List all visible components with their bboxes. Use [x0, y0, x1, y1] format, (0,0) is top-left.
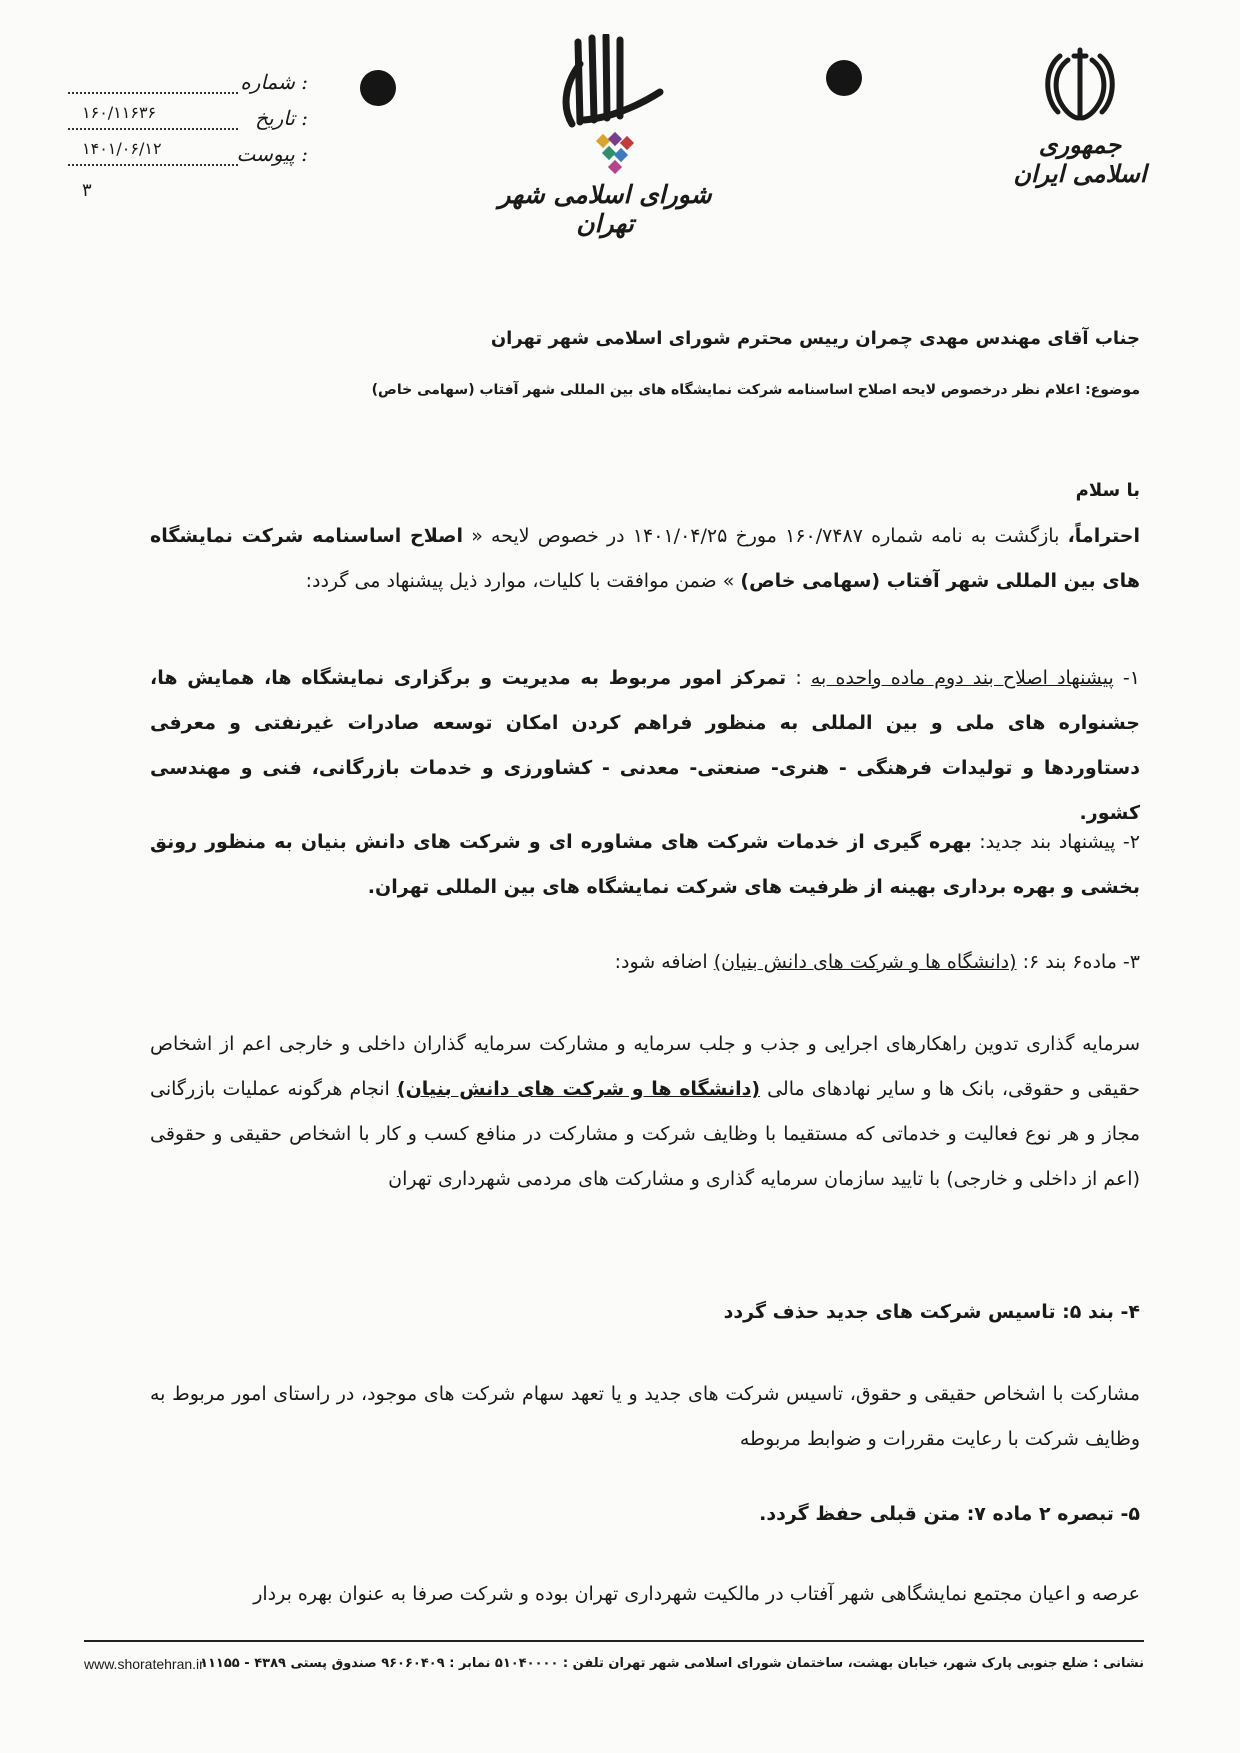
republic-name: جمهوری اسلامی ایران: [1013, 130, 1147, 188]
attachment-row: [68, 139, 308, 170]
iran-emblem-icon: [1040, 46, 1120, 126]
number-row: [68, 70, 308, 98]
date-row: [68, 103, 308, 134]
footer-divider: [84, 1640, 1144, 1642]
punch-hole-right: [826, 60, 862, 96]
attachment-count: ۳: [82, 180, 92, 201]
council-logo-icon: [540, 34, 690, 174]
item-2: ۲- پیشنهاد بند جدید: بهره گیری از خدمات شرکت های مشاوره ای و شرکت های دانش بنیان به منظور رونق بخشی و بهره برداری بهینه از ظرفیت های شرکت نمایشگاه های بین المللی تهران.: [150, 831, 1140, 898]
item-5-text: عرصه و اعیان مجتمع نمایشگاهی شهر آفتاب در مالکیت شهرداری تهران بوده و شرکت صرفا به عنوان بهره بردار: [253, 1583, 1140, 1605]
footer-address: نشانی : ضلع جنوبی پارک شهر، خیابان بهشت، ساختمان شورای اسلامی شهر تهران تلفن : ۵۱۰۴۰۰۰۰ نمابر : ۹۶۰۶۰۴۰۹ صندوق پستی ۴۳۸۹ - ۱۱۱۵۵: [200, 1656, 1144, 1671]
item-4-heading: ۴- بند ۵: تاسیس شرکت های جدید حذف گردد: [723, 1301, 1140, 1323]
intro-paragraph: احتراماً، بازگشت به نامه شماره ۱۶۰/۷۴۸۷ مورخ ۱۴۰۱/۰۴/۲۵ در خصوص لایحه « اصلاح اساسنامه شرکت نمایشگاه های بین المللی شهر آفتاب (سهامی خاص) » ضمن موافقت با کلیات، موارد ذیل پیشنهاد می گردد:: [150, 525, 1140, 592]
letter-date: ۱۴۰۱/۰۶/۱۲: [82, 139, 162, 158]
greeting: با سلام: [1075, 480, 1140, 501]
punch-hole-left: [360, 70, 396, 106]
footer-website: www.shoratehran.ir: [84, 1656, 204, 1672]
item-3-text: سرمایه گذاری تدوین راهکارهای اجرایی و جذب و جلب سرمایه و مشارکت سرمایه گذاران داخلی و خارجی اعم از اشخاص حقیقی و حقوقی، بانک ها و سایر نهادهای مالی (دانشگاه ها و شرکت های دانش بنیان) انجام هرگونه عملیات بازرگانی مجاز و هر نوع فعالیت و خدماتی که مستقیما با وظایف شرکت و مشارکت در منافع کسب و کار با اشخاص حقیقی و حقوقی (اعم از داخلی و خارجی) با تایید سازمان سرمایه گذاری و مشارکت های مردمی شهرداری تهران: [150, 1033, 1140, 1190]
council-name: شورای اسلامی شهر تهران: [498, 180, 712, 238]
item-5-heading: ۵- تبصره ۲ ماده ۷: متن قبلی حفظ گردد.: [759, 1503, 1140, 1525]
subject-line: موضوع: اعلام نظر درخصوص لایحه اصلاح اساسنامه شرکت نمایشگاه های بین المللی شهر آفتاب (سهامی خاص): [371, 382, 1140, 398]
attachment-label: پیوست :: [236, 142, 308, 166]
letter-number: ۱۶۰/۱۱۶۳۶: [82, 103, 157, 122]
number-label: شماره :: [240, 70, 308, 94]
item-3-heading: ۳- ماده۶ بند ۶: (دانشگاه ها و شرکت های دانش بنیان) اضافه شود:: [614, 951, 1140, 973]
item-4-text: مشارکت با اشخاص حقیقی و حقوق، تاسیس شرکت های جدید و یا تعهد سهام شرکت های موجود، در راستای امور مربوط به وظایف شرکت با رعایت مقررات و ضوابط مربوطه: [150, 1383, 1140, 1450]
date-label: تاریخ :: [255, 106, 308, 130]
item-1: ۱- پیشنهاد اصلاح بند دوم ماده واحده به : تمرکز امور مربوط به مدیریت و برگزاری نمایشگاه ها، همایش ها، جشنواره های ملی و بین المللی به منظور فراهم کردن امکان توسعه صادرات غیرنفتی و معرفی دستاوردها و تولیدات فرهنگی - هنری- صنعتی- معدنی - کشاورزی و خدمات بازرگانی، فنی و مهندسی کشور.: [150, 667, 1140, 824]
addressee: جناب آقای مهندس مهدی چمران رییس محترم شورای اسلامی شهر تهران: [490, 328, 1140, 349]
